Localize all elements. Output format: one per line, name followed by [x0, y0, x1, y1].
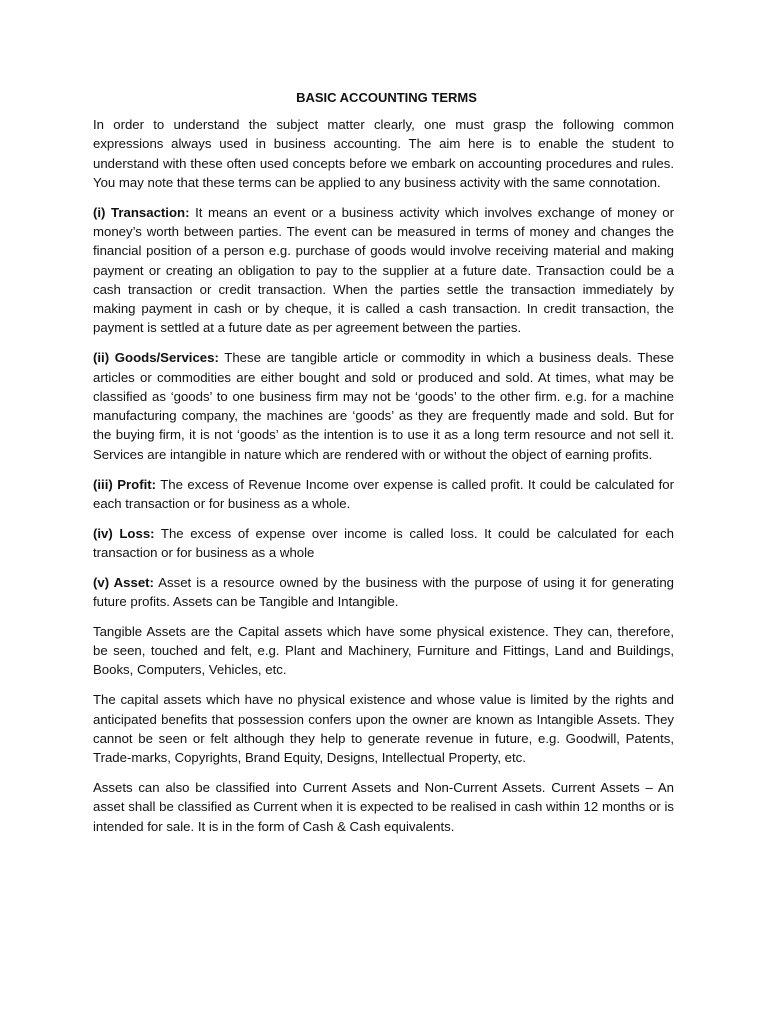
tangible-assets-paragraph: Tangible Assets are the Capital assets which have some physical existence. They can, therefore, be seen, touched and felt, e.g. Plant and Machinery, Furniture and Fittings, Land and Buildings, Books, Computers, Vehicles, etc.: [93, 623, 674, 678]
current-assets-paragraph: Assets can also be classified into Current Assets and Non-Current Assets. Current Assets – An asset shall be classified as Current when it is expected to be realised in cash within 12 months or is intended for sale. It is in the form of Cash & Cash equivalents.: [93, 779, 674, 834]
term-definition: These are tangible article or commodity in which a business deals. These articles or commodities are either bought and sold or produced and sold. At times, what may be classified as ‘goods’ to one business firm may not be ‘goods’ to the other firm. e.g. for a machine manufacturing company, the machines are ‘goods’ as they are frequently made and sold. But for the buying firm, it is not ‘goods’ as the intention is to use it as a long term resource and not sell it. Services are intangible in nature which are rendered with or without the object of earning profits.: [93, 350, 674, 462]
intro-paragraph: In order to understand the subject matter clearly, one must grasp the following common expressions always used in business accounting. The aim here is to enable the student to understand with these often used concepts before we embark on accounting procedures and rules. You may note that these terms can be applied to any business activity with the same connotation.: [93, 117, 674, 190]
document-body: [93, 89, 674, 846]
section-goods-services: [93, 348, 674, 464]
intangible-assets-paragraph: The capital assets which have no physical existence and whose value is limited by the rights and anticipated benefits that possession confers upon the owner are known as Intangible Assets. They cannot be seen or felt although they help to generate revenue in future, e.g. Goodwill, Patents, Trade-marks, Copyrights, Brand Equity, Designs, Intellectual Property, etc.: [93, 692, 674, 766]
section-asset: [93, 573, 674, 612]
section-profit: [93, 475, 674, 514]
document-title: BASIC ACCOUNTING TERMS: [296, 90, 477, 105]
term-definition: The excess of Revenue Income over expense is called profit. It could be calculated for each transaction or for business as a whole.: [93, 476, 674, 511]
section-loss: [93, 524, 674, 563]
term-label: (i) Transaction:: [93, 204, 190, 220]
term-label: (v) Asset:: [93, 574, 154, 590]
term-label: (iii) Profit:: [93, 476, 157, 492]
term-definition: The excess of expense over income is called loss. It could be calculated for each transaction or for business as a whole: [93, 525, 674, 560]
term-definition: It means an event or a business activity which involves exchange of money or money’s worth between parties. The event can be measured in terms of money and changes the financial position of a person e.g. purchase of goods would involve receiving material and making payment or creating an obligation to pay to the supplier at a future date. Transaction could be a cash transaction or credit transaction. When the parties settle the transaction immediately by making payment in cash or by cheque, it is called a cash transaction. In credit transaction, the payment is settled at a future date as per agreement between the parties.: [93, 204, 674, 336]
term-label: (ii) Goods/Services:: [93, 350, 219, 366]
section-transaction: [93, 203, 674, 338]
term-label: (iv) Loss:: [93, 525, 155, 541]
term-definition: Asset is a resource owned by the business with the purpose of using it for generating future profits. Assets can be Tangible and Intangible.: [93, 574, 674, 610]
